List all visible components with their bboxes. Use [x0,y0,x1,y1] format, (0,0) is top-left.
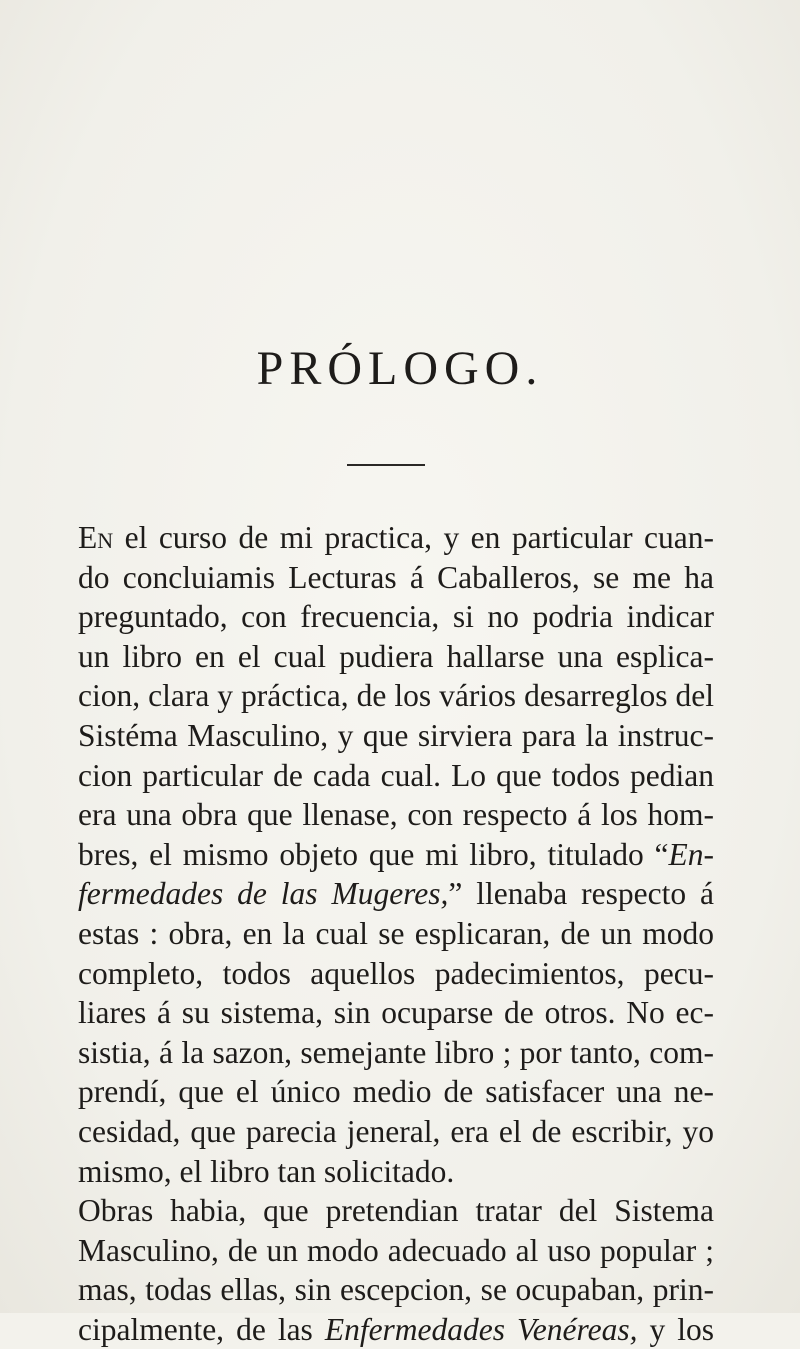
opening-word: En [78,520,114,555]
text-line: Sistéma Masculino, y que sirviera para la instruc- [78,717,714,753]
line-text: y los [637,1311,715,1347]
line-text: bres, el mismo objeto que mi libro, titulado “ [78,836,669,872]
text-line [78,518,714,558]
book-title-italic: En- [668,836,714,872]
text-line: un libro en el cual pudiera hallarse una esplica- [78,638,714,674]
text-line: liares á su sistema, sin ocuparse de otros. No ec- [78,995,714,1031]
text-line [78,835,714,875]
text-line: mas, todas ellas, sin escepcion, se ocupaban, prin- [78,1272,714,1308]
text-line: cesidad, que parecia jeneral, era el de escribir, yo [78,1113,714,1149]
prologue-text [78,518,714,1349]
line-text: cipalmente, de las [78,1311,325,1347]
line-text: el curso de mi practica, y en particular cuan- [113,520,714,555]
text-line: Masculino, de un modo adecuado al uso popular ; [78,1232,714,1268]
text-line: estas : obra, en la cual se esplicaran, de un modo [78,915,714,951]
text-line: cion, clara y práctica, de los vários desarreglos del [78,678,714,714]
text-line: completo, todos aquellos padecimientos, pecu- [78,955,714,991]
page-title: PRÓLOGO. [256,342,544,395]
text-line: Obras habia, que pretendian tratar del Sistema [78,1193,714,1229]
text-line: preguntado, con frecuencia, si no podria indicar [78,599,714,635]
text-line [78,1310,714,1349]
text-line [78,874,714,914]
italic-phrase: Enfermedades Venéreas, [324,1311,638,1347]
book-title-italic: fermedades de las Mugeres, [78,876,449,912]
text-line: do concluiamis Lecturas á Caballeros, se me ha [78,559,714,595]
line-text: ” llenaba respecto á [448,876,714,912]
text-line: sistia, á la sazon, semejante libro ; por tanto, com- [78,1034,714,1070]
text-line: era una obra que llenase, con respecto á los hom- [78,797,714,833]
text-line: mismo, el libro tan solicitado. [78,1153,455,1189]
text-line: cion particular de cada cual. Lo que todos pedian [78,757,714,793]
title-divider [347,464,425,466]
text-line: prendí, que el único medio de satisfacer una ne- [78,1074,714,1110]
